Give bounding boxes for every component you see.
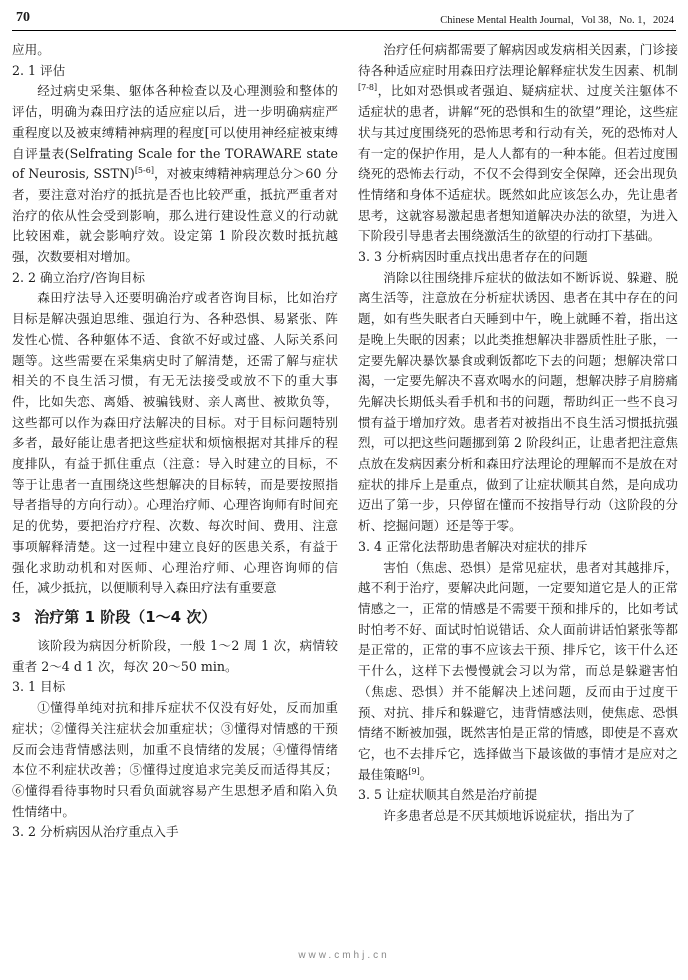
chapter-number: 3: [12, 608, 21, 626]
citation: [7-8]: [358, 83, 378, 93]
left-column: [12, 40, 338, 843]
section-heading-3-3: 3. 3 分析病因时重点找出患者存在的问题: [358, 249, 588, 265]
paragraph-text: 。: [419, 766, 433, 782]
section-heading-2-1: 2. 1 评估: [12, 62, 66, 78]
paragraph-3-3: 消除以往围绕排斥症状的做法如不断诉说、躲避、脱离生活等，注意放在分析症状诱因、患者在其中存在的问题，如有些失眠者白天睡到中午，晚上就睡不着，指出这是晚上失眠的因素；以此类推想解决非器质性肚子胀，一定要先解决暴饮暴食或剩饭都吃下去的问题；想解决常口渴，一定要先解决不喜欢喝水的问题，想解决脖子肩膀痛先解决长期低头看手机和书的问题，帮助纠正一些不良习惯有益于增加疗效。患者若对被指出不良生活习惯抵抗强烈，可以把这些问题挪到第 2 阶段纠正，让患者把注意焦点放在发病因素分析和森田疗法理论的理解而不是放在对症状的排斥上是重点，做到了让症状顺其自然，是向成功迈出了第一步，只停留在懂而不按指导行动（这阶段的分析、挖掘问题）还是等于零。: [358, 269, 678, 534]
section-heading-3-2: 3. 2 分析病因从治疗重点入手: [12, 824, 179, 840]
paragraph-continued: 应用。: [12, 42, 50, 57]
paragraph-3: 该阶段为病因分析阶段，一般 1～2 周 1 次，病情较重者 2～4 d 1 次，每次 20～50 min。: [12, 637, 338, 674]
citation: [9]: [408, 766, 420, 776]
section-heading-2-2: 2. 2 确立治疗/咨询目标: [12, 269, 146, 285]
paragraph-2-2: 森田疗法导入还要明确治疗或者咨询目标，比如治疗目标是解决强迫思维、强迫行为、各种恐惧、易紧张、阵发性心慌、各种躯体不适、食欲不好或过盛、人际关系问题等。这些需要在采集病史时了解清楚，还需了解与症状相关的不良生活习惯，有无无法接受或放不下的重大事件，比如失恋、离婚、被骗钱财、亲人离世、被欺负等，这些都可以作为森田疗法解决的目标。对于目标问题特别多者，最好能让患者把这些症状和烦恼根据对其排斥的程度排队，有益于抓住重点（注意：导入时建立的目标，不等于让患者一直围绕这些想解决的目标转，而是要按照指导者指导的方向行动）。心理治疗师、心理咨询师有时间充足的优势，要把治疗疗程、次数、每次时间、费用、注意事项解释清楚。这一过程中建立良好的医患关系，有益于强化求助动机和对医师、心理治疗师、心理咨询师的信任，减少抵抗，以便顺利导入森田疗法有重要意: [12, 290, 338, 596]
chapter-title: 治疗第 1 阶段（1～4 次）: [34, 607, 217, 626]
page-header: [12, 8, 676, 31]
paragraph-text: 治疗任何病都需要了解病因或发病相关因素，门诊接待各种适应症时用森田疗法理论解释症状发生因素、机制: [358, 42, 678, 78]
section-heading-3-1: 3. 1 目标: [12, 679, 66, 695]
right-column: [358, 40, 678, 827]
paragraph-3-5: 许多患者总是不厌其烦地诉说症状，指出为了: [383, 808, 636, 824]
paragraph-2-1: [12, 81, 338, 267]
paragraph-3-2: [358, 40, 678, 247]
citation: [5-6]: [134, 166, 154, 176]
section-heading-3-5: 3. 5 让症状顺其自然是治疗前提: [358, 787, 538, 803]
paragraph-text: 经过病史采集、躯体各种检查以及心理测验和整体的评估，明确为森田疗法的适应症以后，进一步明确病症严重程度以及被束缚精神病理的程度[可以使用神经症被束缚自评量表(Selfrating Scale for the TORAWARE state of Neurosis, SSTN): [12, 83, 338, 182]
chapter-heading-3: [12, 605, 338, 630]
paragraph-text: 害怕（焦虑、恐惧）是常见症状，患者对其越排斥，越不利于治疗，要解决此问题，一定要知道它是人的正常情感之一，正常的情感是不需要干预和排斥的，比如考试时怕考不好、面试时怕说错话、众人面前讲话怕紧张等都是正常的，正常的事不应该去干预、排斥它，该干什么还干什么，这样下去慢慢就会习以为常，而总是躲避害怕（焦虑、恐惧）并不能解决上述问题，反而由于过度干预、对抗、排斥和躲避它，违背情感法则，使焦虑、恐惧情绪不断被加强，既然害怕是正常的情感，即使是不喜欢它，也不去排斥它，选择做当下最该做的事情才是应对之最佳策略: [358, 559, 678, 782]
page-number: 70: [16, 10, 30, 25]
paragraph-3-1: ①懂得单纯对抗和排斥症状不仅没有好处，反而加重症状；②懂得关注症状会加重症状；③懂得对情感的干预反而会违背情感法则，加重不良情绪的发展；④懂得情绪本位不利症状改善；⑤懂得过度追求完美反而适得其反；⑥懂得看待事物时只看负面就容易产生思想矛盾和陷入负性情绪中。: [12, 700, 338, 819]
site-watermark: www.cmhj.cn: [298, 950, 390, 961]
paragraph-text: ，比如对恐惧或者强迫、疑病症状、过度关注躯体不适症状的患者，讲解“死的恐惧和生的欲望”理论，这些症状与其过度围绕死的恐怖思考和行动有关，死的恐怖对人有一定的保护作用，是人人都有的一种本能。但若过度围绕死的恐怖去行动，不仅不会得到安全保障，还会出现负性情绪和身体不适症状。既然如此应该怎么办，先让患者思考，这就容易激起患者想知道解决办法的欲望，为进入下阶段引导患者去围绕激活生的欲望的行动打下基础。: [358, 83, 678, 244]
section-heading-3-4: 3. 4 正常化法帮助患者解决对症状的排斥: [358, 538, 588, 554]
paragraph-3-4: [358, 558, 678, 786]
journal-citation: Chinese Mental Health Journal，Vol 38，No. 1，2024: [440, 15, 674, 26]
paragraph-text: ，对被束缚精神病理总分＞60 分者，要注意对治疗的抵抗是否也比较严重，抵抗严重者对治疗的依从性会受到影响，那么进行建设性意义的行动就比较困难，就会影响疗效。设定第 1 阶段次数时抵抗越强，次数要相对增加。: [12, 166, 338, 265]
